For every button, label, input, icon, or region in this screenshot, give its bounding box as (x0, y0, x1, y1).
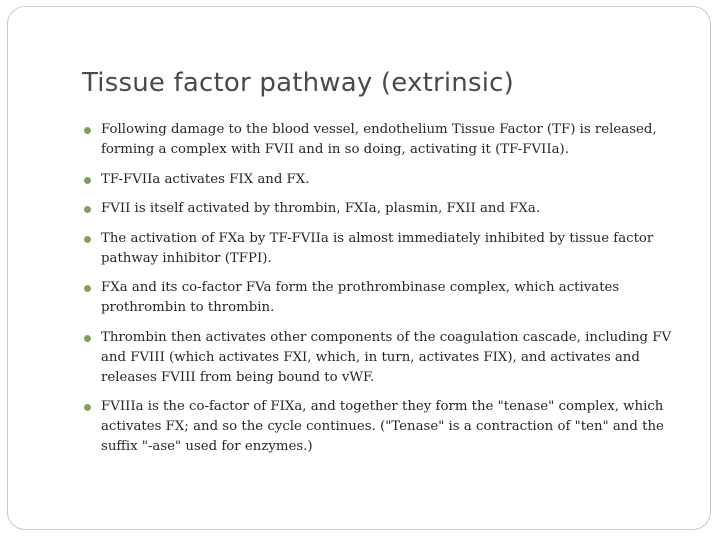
bullet-text: The activation of FXa by TF-FVIIa is almost immediately inhibited by tissue factor pathway inhibitor (TFPI). (101, 230, 654, 266)
bullet-text: Following damage to the blood vessel, endothelium Tissue Factor (TF) is released, forming a complex with FVII and in so doing, activating it (TF-FVIIa). (101, 122, 657, 157)
bullet-dot-icon (84, 206, 91, 213)
bullet-text: FVIIIa is the co-factor of FIXa, and together they form the "tenase" complex, which activates FX; and so the cycle continues. ("Tenase" is a contraction of "ten" and the suffix "-ase" used for enzymes.) (101, 399, 664, 454)
bullet-dot-icon (84, 404, 91, 411)
bullet-dot-icon (84, 127, 91, 134)
bullet-text: FXa and its co-factor FVa form the prothrombinase complex, which activates prothrombin to thrombin. (101, 280, 620, 315)
bullet-text: Thrombin then activates other components of the coagulation cascade, including FV and FVIII (which activates FXI, which, in turn, activates FIX), and activates and releases FVIII from being bound to vWF. (101, 329, 672, 385)
bullet-item (82, 328, 682, 388)
bullet-item (82, 170, 682, 190)
bullet-item (82, 397, 682, 457)
bullet-text: TF-FVIIa activates FIX and FX. (101, 171, 310, 187)
bullet-dot-icon (84, 177, 91, 184)
bullet-dot-icon (84, 236, 91, 243)
bullet-item (82, 199, 682, 219)
bullet-dot-icon (84, 335, 91, 342)
slide-title: Tissue factor pathway (extrinsic) (82, 68, 514, 98)
bullet-item (82, 229, 682, 269)
bullet-text: FVII is itself activated by thrombin, FXIa, plasmin, FXII and FXa. (101, 201, 541, 216)
bullet-list (82, 120, 682, 467)
bullet-dot-icon (84, 285, 91, 292)
bullet-item (82, 120, 682, 160)
bullet-item (82, 278, 682, 318)
